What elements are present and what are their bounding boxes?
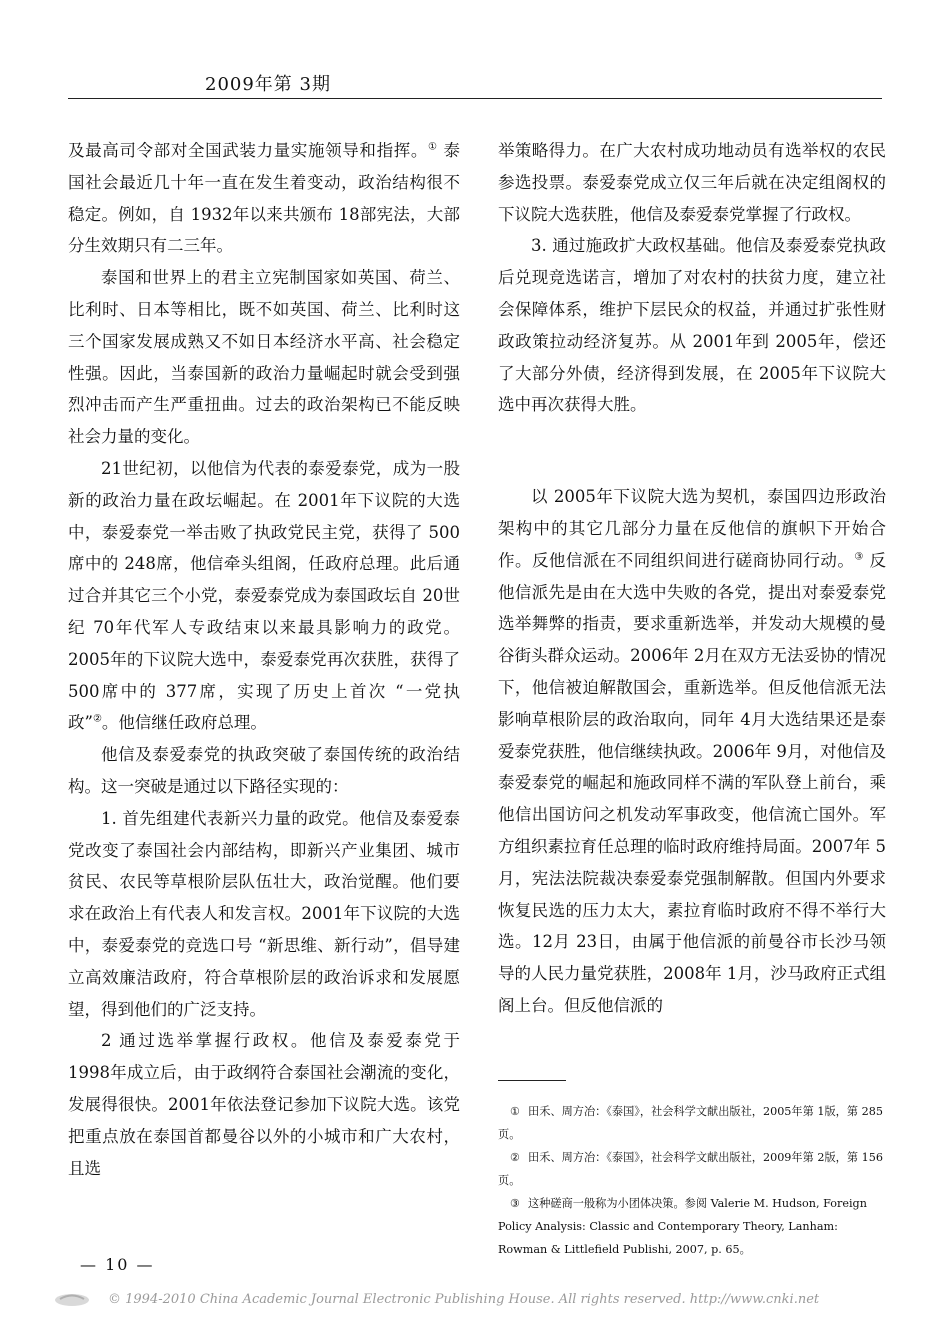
paragraph: 2 通过选举掌握行政权。他信及泰爱泰党于 1998年成立后，由于政纲符合泰国社会潮流的变化，发展得很快。2001年依法登记参加下议院大选。该党把重点放在泰国首都曼谷以外的小城市和广大农村，且选 <box>68 1031 460 1178</box>
paragraph <box>498 481 886 1022</box>
paragraph-text: 及最高司令部对全国武装力量实施领导和指挥。 <box>68 141 428 160</box>
paragraph-text: 泰国社会最近几十年一直在发生着变动，政治结构很不稳定。例如，自 1932年以来共颁布 18部宪法，大部分生效期只有二三年。 <box>68 141 460 256</box>
footnotes <box>498 1100 888 1261</box>
footnote-text: 田禾、周方冶：《泰国》，社会科学文献出版社，2009年第 2版，第 156页。 <box>498 1151 883 1187</box>
footnote-ref[interactable]: ② <box>92 713 102 725</box>
footnote-text: 田禾、周方冶：《泰国》，社会科学文献出版社，2005年第 1版，第 285页。 <box>498 1105 883 1141</box>
paragraph-text: 反他信派先是由在大选中失败的各党，提出对泰爱泰党选举舞弊的指责，要求重新选举，并发动大规模的曼谷街头群众运动。2006年 2月在双方无法妥协的情况下，他信被迫解散国会，重新选举。但反他信派无法影响草根阶层的政治取向，同年 4月大选结果还是泰爱泰党获胜，他信继续执政。2006年 9月，对他信及泰爱泰党的崛起和施政同样不满的军队登上前台，乘他信出国访问之机发动军事政变，他信流亡国外。军方组织素拉育任总理的临时政府维持局面。2007年 5月，宪法法院裁决泰爱泰党强制解散。但国内外要求恢复民选的压力太大，素拉育临时政府不得不举行大选。12月 23日，由属于他信派的前曼谷市长沙马领导的人民力量党获胜，2008年 1月，沙马政府正式组阁上台。但反他信派的 <box>498 550 886 1015</box>
paragraph: 1. 首先组建代表新兴力量的政党。他信及泰爱泰党改变了泰国社会内部结构，即新兴产业集团、城市贫民、农民等草根阶层队伍壮大，政治觉醒。他们要求在政治上有代表人和发言权。2001年下议院的大选中，泰爱泰党的竞选口号 “新思维、新行动”，倡导建立高效廉洁政府，符合草根阶层的政治诉求和发展愿望，得到他们的广泛支持。 <box>68 808 460 1019</box>
right-column <box>498 135 886 1022</box>
journal-issue-header: 2009年第 3期 <box>205 74 331 95</box>
paragraph <box>68 453 460 739</box>
footnote-number: ① <box>510 1105 521 1118</box>
footnote <box>498 1100 888 1146</box>
paragraph-text: 以 2005年下议院大选为契机，泰国四边形政治架构中的其它几部分力量在反他信的旗帜下开始合作。反他信派在不同组织间进行磋商协同行动。 <box>498 487 886 570</box>
copyright-notice: © 1994-2010 China Academic Journal Electronic Publishing House. All rights reserved. http://www.cnki.net <box>108 1292 820 1307</box>
paragraph-text: 21世纪初，以他信为代表的泰爱泰党，成为一股新的政治力量在政坛崛起。在 2001年下议院的大选中，泰爱泰党一举击败了执政党民主党，获得了 500席中的 248席，他信牵头组阁，任政府总理。此后通过合并其它三个小党，泰爱泰党成为泰国政坛自 20世纪 70年代军人专政结束以来最具影响力的政党。2005年的下议院大选中，泰爱泰党再次获胜，获得了 500席中的 377席，实现了历史上首次 “一党执政” <box>68 458 460 733</box>
section-gap <box>498 421 886 481</box>
footnote-number: ② <box>510 1151 521 1164</box>
cnki-logo-icon <box>52 1290 92 1308</box>
footnote-ref[interactable]: ③ <box>854 551 864 563</box>
footnote-ref[interactable]: ① <box>428 141 438 153</box>
paragraph: 泰国和世界上的君主立宪制国家如英国、荷兰、比利时、日本等相比，既不如英国、荷兰、比利时这三个国家发展成熟又不如日本经济水平高、社会稳定性强。因此，当泰国新的政治力量崛起时就会受到强烈冲击而产生严重扭曲。过去的政治架构已不能反映社会力量的变化。 <box>68 268 460 447</box>
footnote-number: ③ <box>510 1197 521 1210</box>
footnote <box>498 1192 888 1261</box>
footnote-rule <box>498 1080 566 1081</box>
left-column <box>68 135 460 1184</box>
paragraph: 举策略得力。在广大农村成功地动员有选举权的农民参选投票。泰爱泰党成立仅三年后就在决定组阁权的下议院大选获胜，他信及泰爱泰党掌握了行政权。 <box>498 141 886 224</box>
paragraph: 3. 通过施政扩大政权基础。他信及泰爱泰党执政后兑现竞选诺言，增加了对农村的扶贫力度，建立社会保障体系，维护下层民众的权益，并通过扩张性财政政策拉动经济复苏。从 2001年到 2005年，偿还了大部分外债，经济得到发展，在 2005年下议院大选中再次获得大胜。 <box>498 236 886 415</box>
page-number: — 10 — <box>80 1255 155 1274</box>
paragraph <box>68 135 460 262</box>
paragraph: 他信及泰爱泰党的执政突破了泰国传统的政治结构。这一突破是通过以下路径实现的： <box>68 745 460 796</box>
footnote-text: 这种磋商一般称为小团体决策。参阅 Valerie M. Hudson, Foreign Policy Analysis: Classic and Contemporary Theory, Lanham: Rowman & Littlefield Publishi, 2007, p. 65。 <box>498 1197 867 1256</box>
footnote <box>498 1146 888 1192</box>
paragraph-text: 。他信继任政府总理。 <box>101 713 267 733</box>
header-rule <box>68 98 882 99</box>
